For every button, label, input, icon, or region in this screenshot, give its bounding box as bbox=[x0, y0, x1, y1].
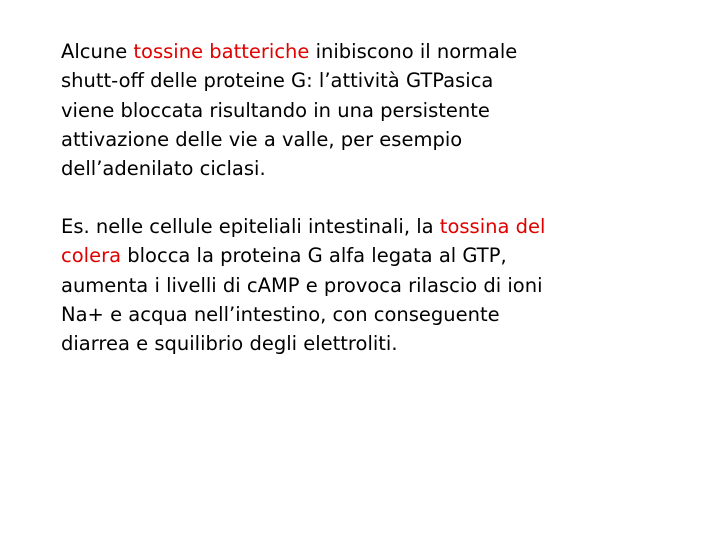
text-run: Es. nelle cellule epiteliali intestinali, la bbox=[61, 215, 440, 238]
text-run: Alcune bbox=[61, 40, 134, 63]
highlighted-term-tossine-batteriche: tossine batteriche bbox=[133, 40, 310, 63]
highlighted-term-colera: colera bbox=[61, 244, 122, 268]
text-line: viene bloccata risultando in una persistente bbox=[61, 98, 490, 122]
text-line: attivazione delle vie a valle, per esempio bbox=[61, 127, 463, 151]
text-line: shutt-off delle proteine G: l’attività GTPasica bbox=[61, 69, 494, 93]
text-line: diarrea e squilibrio degli elettroliti. bbox=[61, 332, 398, 356]
text-line bbox=[61, 241, 681, 270]
paragraph-cholera-example bbox=[61, 212, 681, 358]
paragraph-bacterial-toxins bbox=[61, 37, 681, 183]
text-run: inibiscono il normale bbox=[309, 40, 518, 63]
text-line: dell’adenilato ciclasi. bbox=[61, 157, 266, 181]
text-run: blocca la proteina G alfa legata al GTP, bbox=[121, 244, 507, 268]
text-line: Na+ e acqua nell’intestino, con conseguente bbox=[61, 302, 500, 326]
text-line bbox=[61, 37, 681, 66]
highlighted-term-tossina-del: tossina del bbox=[439, 215, 546, 238]
text-line: aumenta i livelli di cAMP e provoca rilascio di ioni bbox=[61, 273, 543, 297]
text-line bbox=[61, 212, 681, 241]
